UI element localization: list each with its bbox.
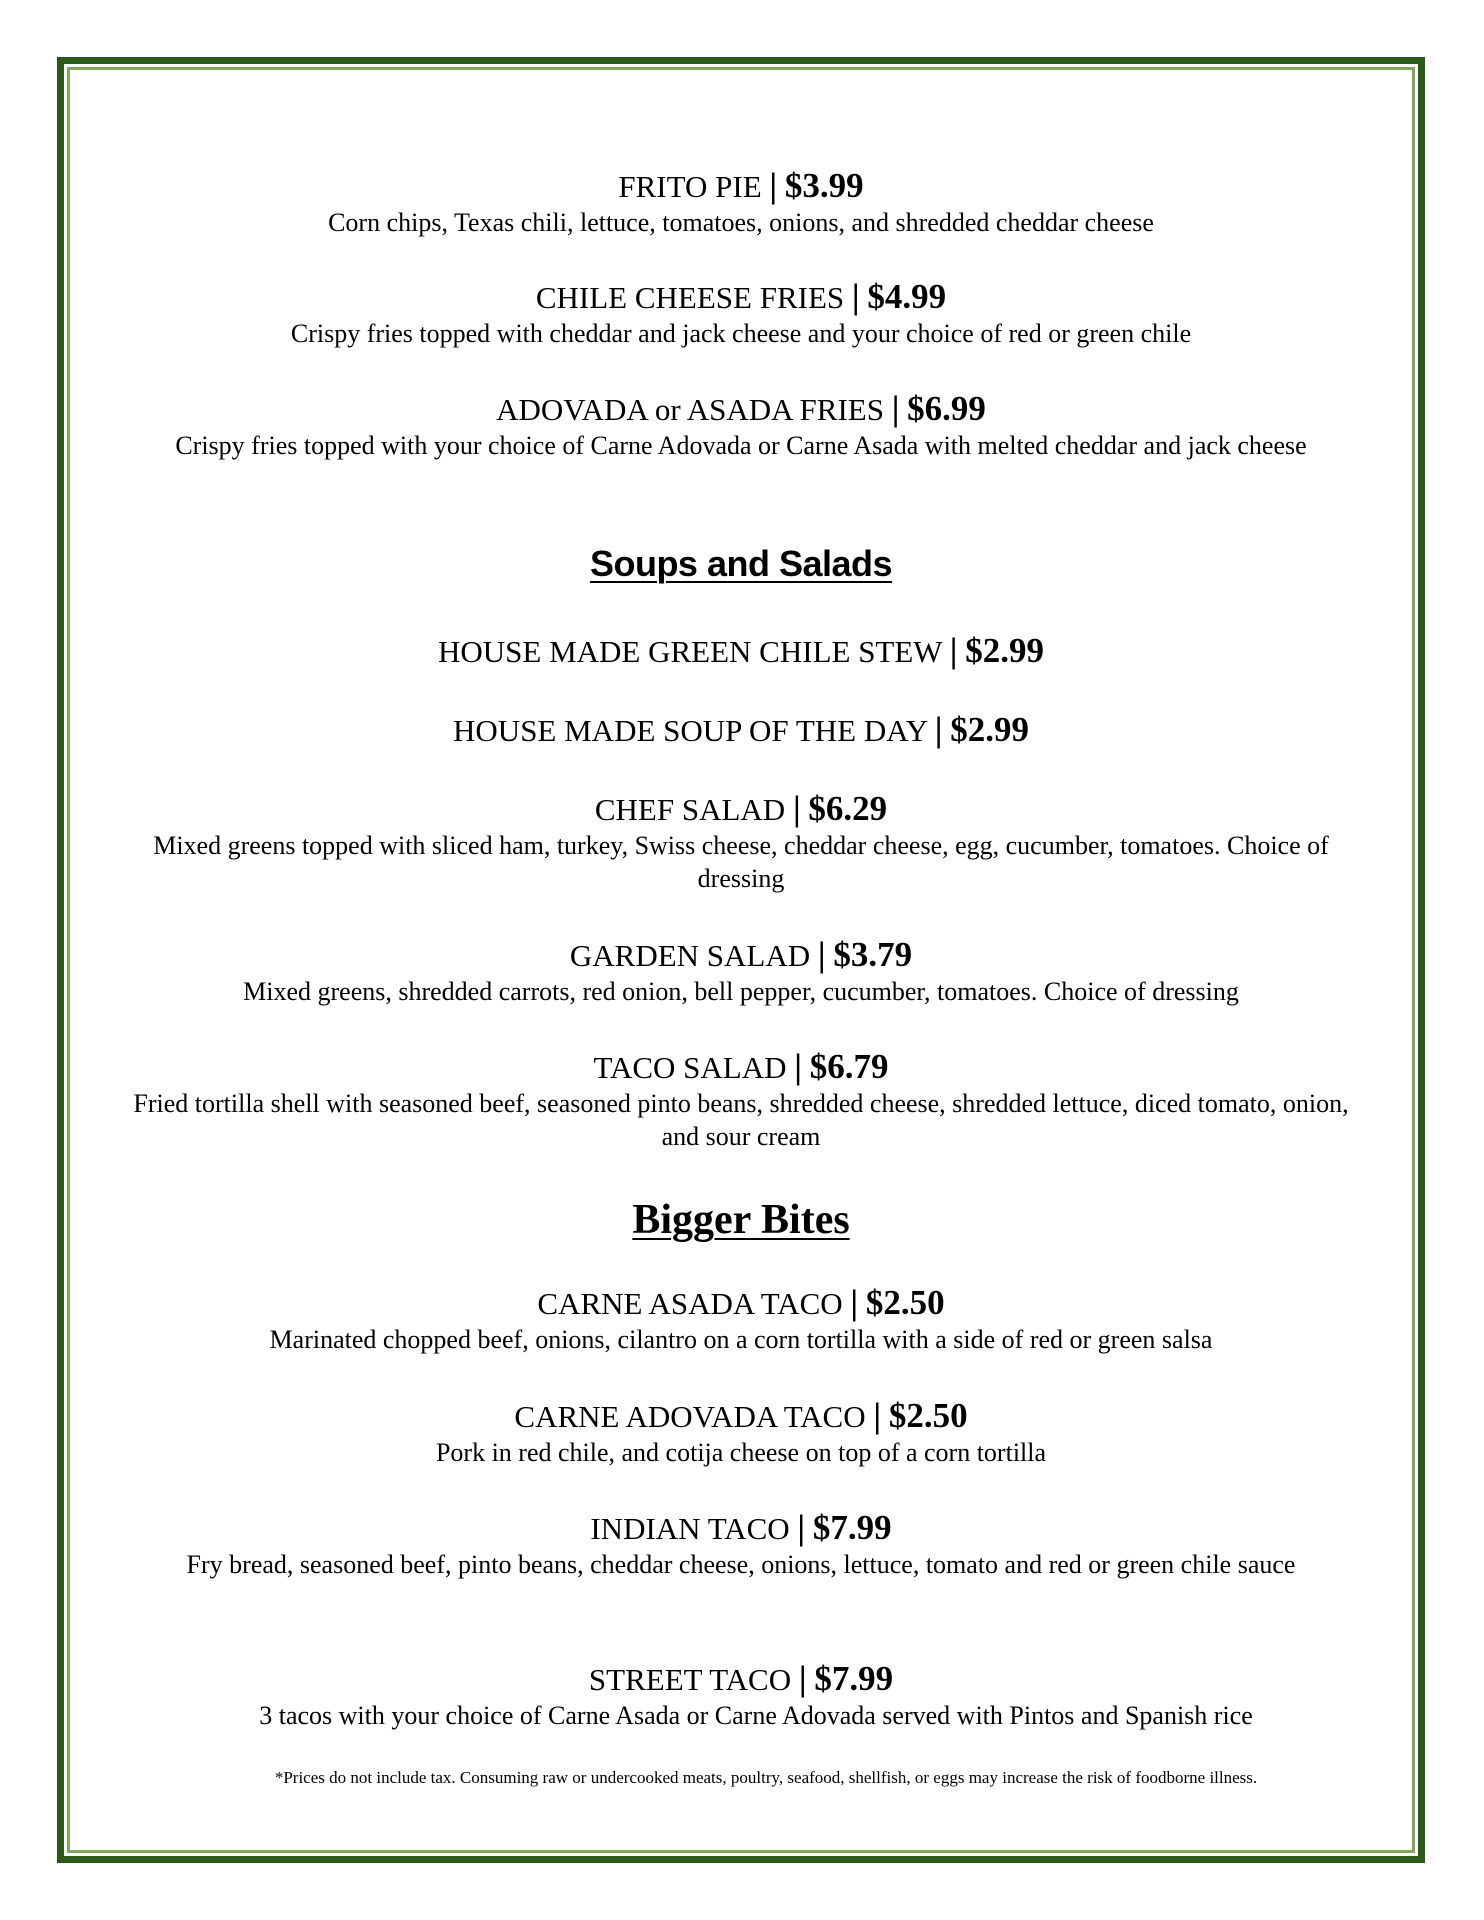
menu-item-description: Corn chips, Texas chili, lettuce, tomatoes, onions, and shredded cheddar cheese xyxy=(328,208,1154,237)
menu-item-name: GARDEN SALAD xyxy=(569,938,811,973)
menu-item-adovada-asada-fries xyxy=(127,390,1355,462)
menu-item-carne-adovada-taco xyxy=(127,1397,1355,1469)
menu-item-title xyxy=(127,1397,1355,1436)
menu-item-price: $7.99 xyxy=(814,1659,894,1698)
menu-item-name: HOUSE MADE SOUP OF THE DAY xyxy=(453,713,927,748)
menu-item-title xyxy=(127,167,1355,206)
menu-item-title xyxy=(127,390,1355,429)
menu-item-name: HOUSE MADE GREEN CHILE STEW xyxy=(438,634,943,669)
price-separator: | xyxy=(797,1508,806,1547)
menu-item-title xyxy=(127,936,1355,975)
menu-item-street-taco xyxy=(127,1660,1355,1732)
menu-item-title xyxy=(127,1660,1355,1699)
menu-item-name: STREET TACO xyxy=(588,1662,792,1697)
menu-item-description: Crispy fries topped with cheddar and jack cheese and your choice of red or green chile xyxy=(290,319,1192,348)
menu-item-taco-salad xyxy=(127,1048,1355,1153)
menu-item-title xyxy=(127,790,1355,829)
price-separator: | xyxy=(891,389,900,428)
menu-item-garden-salad xyxy=(127,936,1355,1008)
menu-item-name: CARNE ASADA TACO xyxy=(537,1286,843,1321)
price-separator: | xyxy=(949,631,958,670)
price-separator: | xyxy=(851,277,860,316)
price-separator: | xyxy=(817,935,826,974)
price-separator: | xyxy=(794,1047,802,1086)
menu-item-chef-salad xyxy=(127,790,1355,895)
menu-item-description: Fried tortilla shell with seasoned beef, seasoned pinto beans, shredded cheese, shredded lettuce, diced tomato, onion, and sour cream xyxy=(133,1089,1349,1151)
menu-item-price: $3.79 xyxy=(833,935,913,974)
menu-item-title xyxy=(127,1509,1355,1548)
menu-item-description: Marinated chopped beef, onions, cilantro on a corn tortilla with a side of red or green salsa xyxy=(269,1325,1213,1354)
menu-item-price: $7.99 xyxy=(812,1508,892,1547)
menu-item-indian-taco xyxy=(127,1509,1355,1581)
section-heading-soups-salads: Soups and Salads xyxy=(589,543,893,584)
section-heading-bigger-bites: Bigger Bites xyxy=(632,1197,850,1243)
price-separator: | xyxy=(934,710,943,749)
menu-item-title xyxy=(127,1048,1355,1087)
menu-item-description: 3 tacos with your choice of Carne Asada or Carne Adovada served with Pintos and Spanish rice xyxy=(259,1701,1253,1730)
menu-item-name: CHEF SALAD xyxy=(594,792,786,827)
price-separator: | xyxy=(850,1283,859,1322)
menu-item-title xyxy=(127,711,1355,750)
menu-item-title xyxy=(127,632,1355,671)
menu-page xyxy=(57,57,1425,1863)
menu-item-carne-asada-taco xyxy=(127,1284,1355,1356)
menu-item-green-chile-stew xyxy=(127,632,1355,671)
menu-item-name: CARNE ADOVADA TACO xyxy=(514,1399,866,1434)
menu-item-soup-of-the-day xyxy=(127,711,1355,750)
menu-item-price: $2.99 xyxy=(950,710,1029,749)
menu-item-name: TACO SALAD xyxy=(593,1050,787,1085)
menu-item-price: $3.99 xyxy=(784,166,864,205)
menu-item-frito-pie xyxy=(127,167,1355,239)
menu-item-description: Fry bread, seasoned beef, pinto beans, cheddar cheese, onions, lettuce, tomato and red or green chile sauce xyxy=(186,1550,1296,1579)
menu-item-description: Crispy fries topped with your choice of Carne Adovada or Carne Asada with melted cheddar and jack cheese xyxy=(175,431,1307,460)
price-separator: | xyxy=(769,166,778,205)
menu-item-price: $6.99 xyxy=(907,389,986,428)
menu-item-name: FRITO PIE xyxy=(618,169,762,204)
menu-item-price: $2.99 xyxy=(965,631,1044,670)
menu-item-name: INDIAN TACO xyxy=(590,1511,790,1546)
price-separator: | xyxy=(873,1396,882,1435)
menu-item-chile-cheese-fries xyxy=(127,278,1355,350)
price-separator: | xyxy=(792,789,801,828)
menu-item-price: $6.29 xyxy=(808,789,888,828)
menu-item-title xyxy=(127,1284,1355,1323)
price-separator: | xyxy=(798,1659,807,1698)
menu-item-description: Mixed greens topped with sliced ham, turkey, Swiss cheese, cheddar cheese, egg, cucumber, tomatoes. Choice of dressing xyxy=(153,831,1329,893)
menu-item-price: $4.99 xyxy=(867,277,947,316)
menu-item-description: Mixed greens, shredded carrots, red onion, bell pepper, cucumber, tomatoes. Choice of dressing xyxy=(243,977,1239,1006)
menu-item-name: ADOVADA or ASADA FRIES xyxy=(496,392,884,427)
menu-item-price: $2.50 xyxy=(888,1396,968,1435)
menu-item-title xyxy=(127,278,1355,317)
menu-item-price: $2.50 xyxy=(865,1283,945,1322)
footnote-disclaimer: *Prices do not include tax. Consuming raw or undercooked meats, poultry, seafood, shellfish, or eggs may increase the risk of foodborne illness. xyxy=(274,1768,1258,1787)
menu-item-price: $6.79 xyxy=(809,1047,889,1086)
menu-item-description: Pork in red chile, and cotija cheese on top of a corn tortilla xyxy=(435,1438,1047,1467)
menu-item-name: CHILE CHEESE FRIES xyxy=(535,280,845,315)
